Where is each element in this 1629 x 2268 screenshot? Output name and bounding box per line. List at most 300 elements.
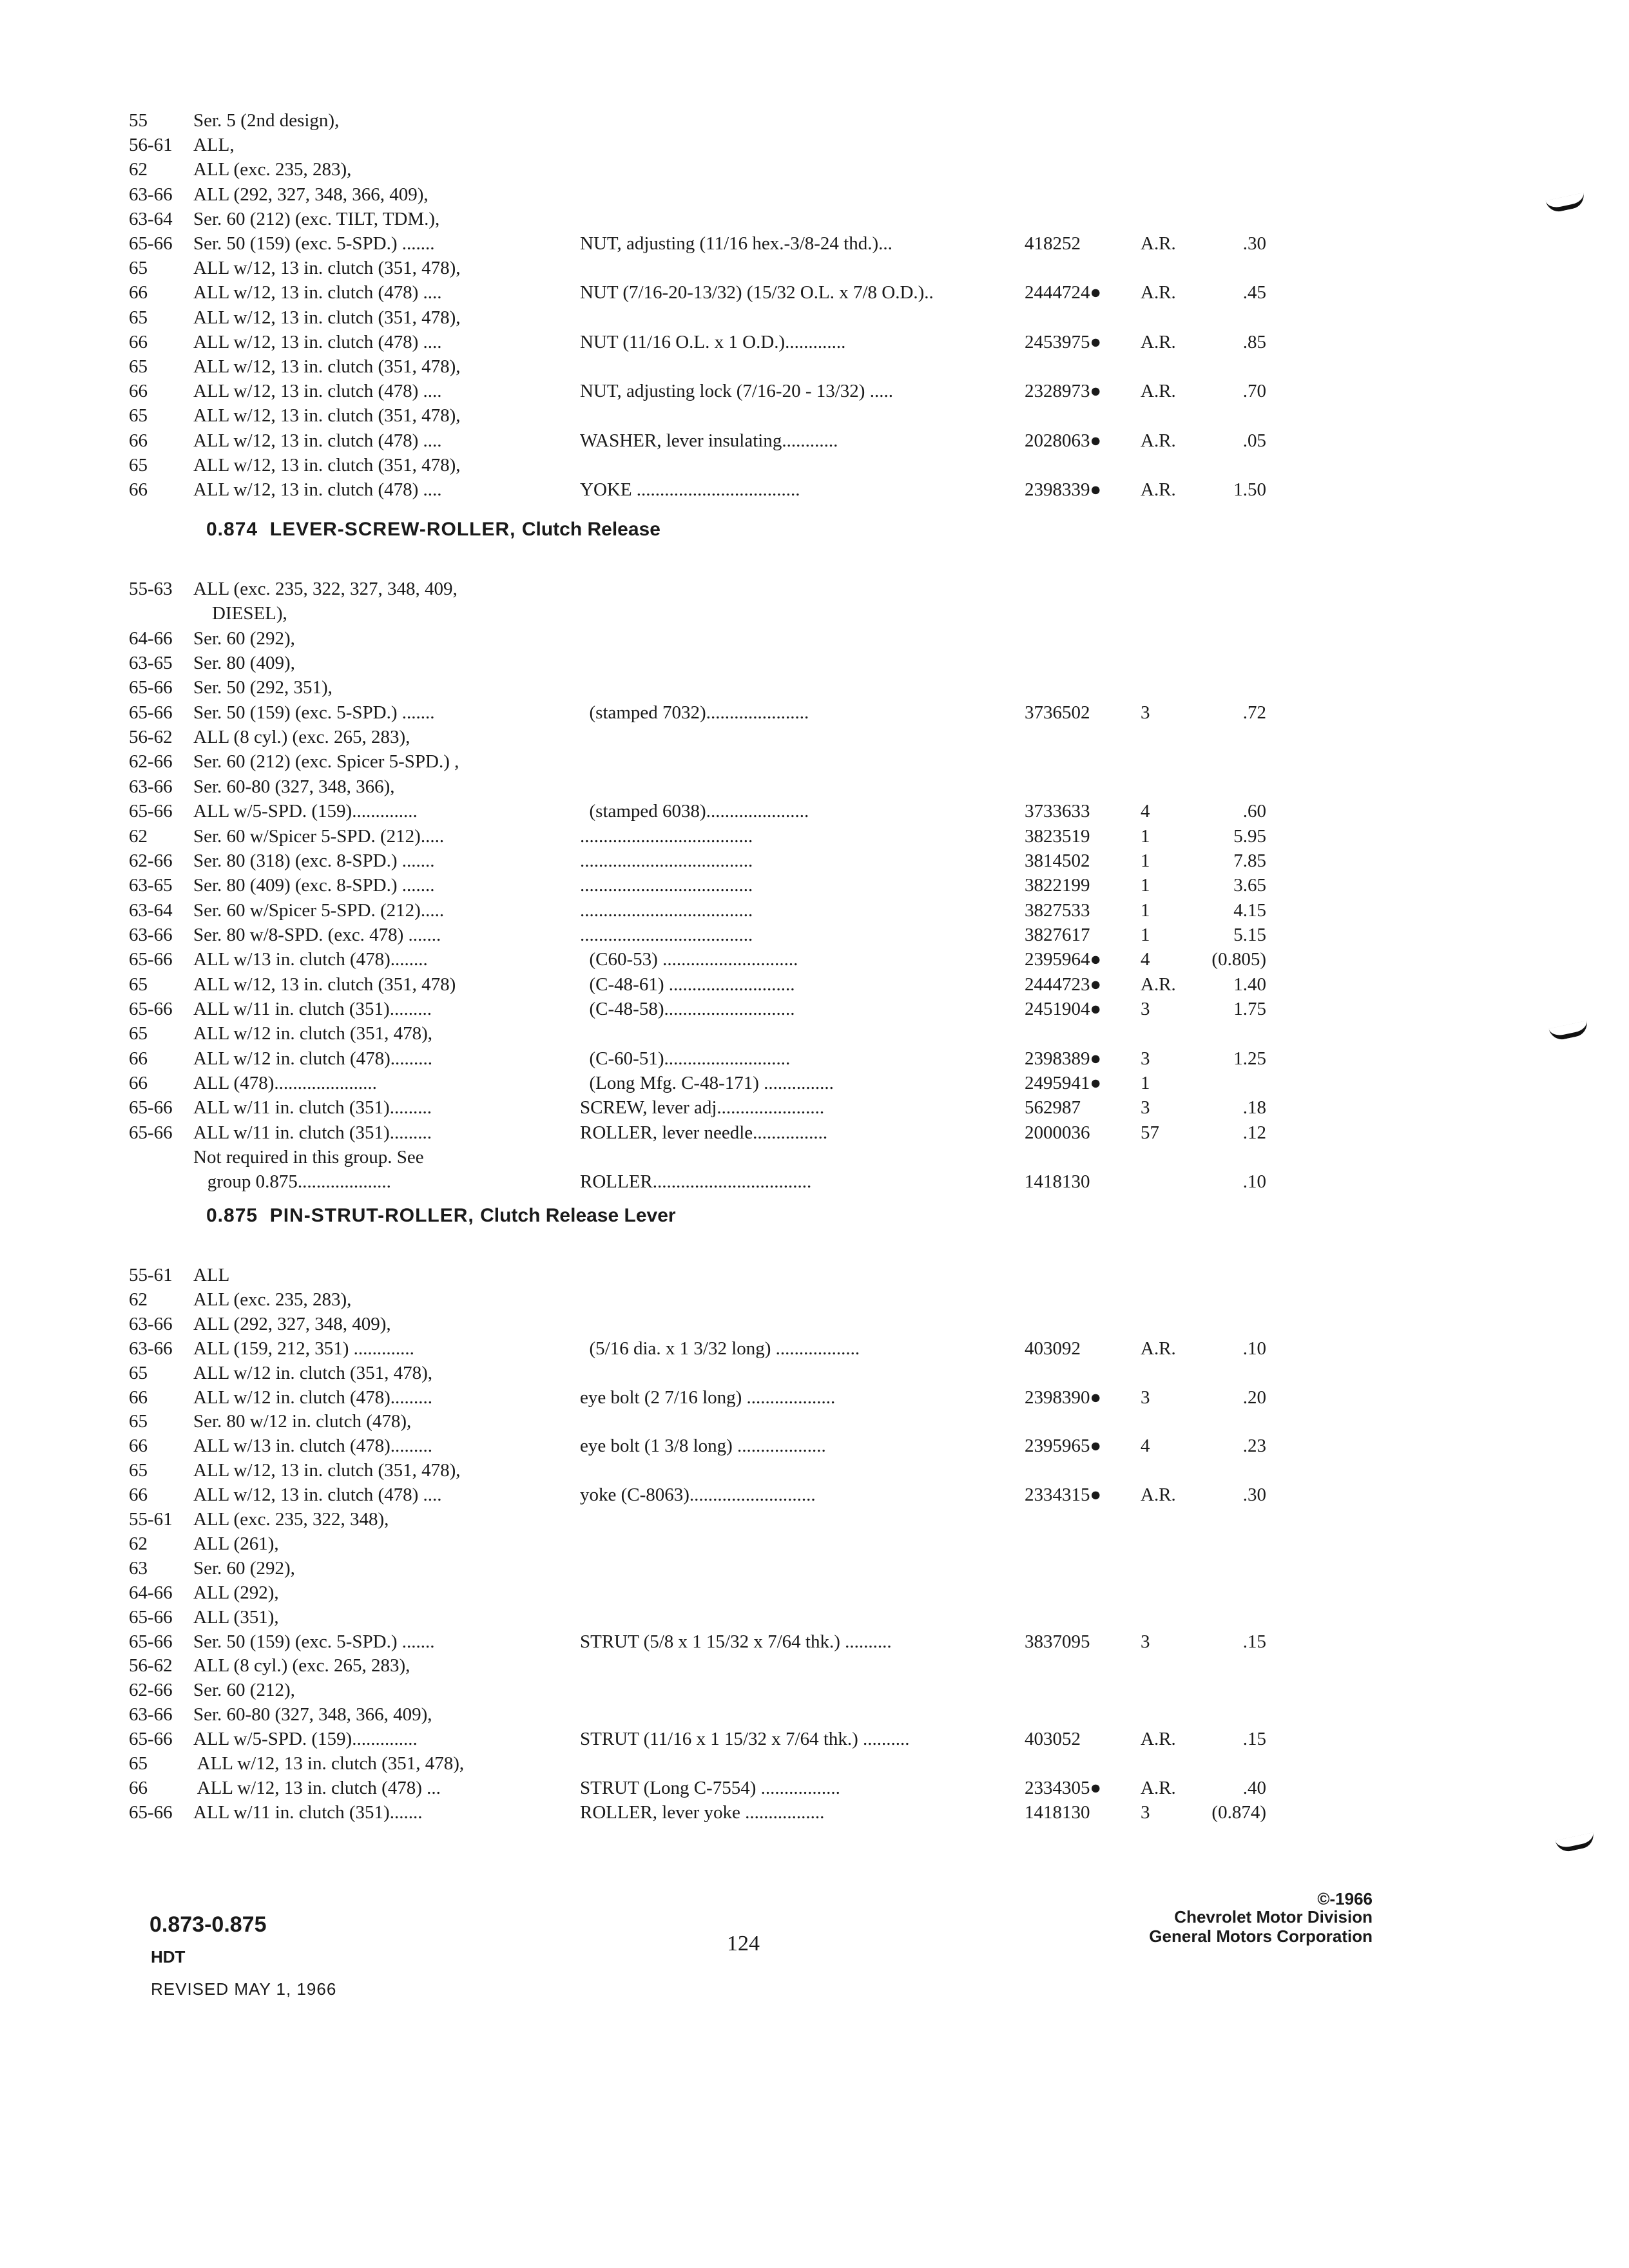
model-year: 65-66 <box>129 1097 173 1118</box>
part-description: ..................................... <box>580 925 753 945</box>
application: DIESEL), <box>193 603 287 624</box>
model-year: 62-66 <box>129 850 173 871</box>
table-row <box>0 1653 1629 1678</box>
quantity: A.R. <box>1141 233 1176 254</box>
table-row <box>0 873 1629 898</box>
part-number: 418252 <box>1025 233 1081 254</box>
application: ALL w/12, 13 in. clutch (478) .... <box>193 430 442 451</box>
model-year: 65-66 <box>129 1122 173 1143</box>
price: 1.50 <box>1233 479 1266 500</box>
table-row <box>0 577 1629 601</box>
table-row <box>0 1263 1629 1287</box>
application: Ser. 60 (212), <box>193 1680 295 1700</box>
part-description: ROLLER, lever needle................ <box>580 1122 828 1143</box>
application: ALL w/12 in. clutch (478)......... <box>193 1048 433 1069</box>
table-row <box>0 1120 1629 1145</box>
table-row <box>0 453 1629 477</box>
part-number: 3814502 <box>1025 850 1090 871</box>
price: 1.40 <box>1233 974 1266 995</box>
part-description: STRUT (5/8 x 1 15/32 x 7/64 thk.) .......... <box>580 1631 892 1652</box>
model-year: 66 <box>129 1778 148 1798</box>
model-year: 66 <box>129 282 148 303</box>
price: .15 <box>1242 1631 1266 1652</box>
table-row <box>0 1776 1629 1800</box>
model-year: 65 <box>129 1460 148 1481</box>
table-row <box>0 1312 1629 1336</box>
application: group 0.875.................... <box>193 1171 391 1192</box>
table-row <box>0 1727 1629 1751</box>
model-year: 65 <box>129 1363 148 1383</box>
quantity: 1 <box>1141 850 1150 871</box>
quantity: A.R. <box>1141 1778 1176 1798</box>
part-number: 2334315● <box>1025 1485 1102 1505</box>
table-row <box>0 1336 1629 1361</box>
application: ALL (exc. 235, 283), <box>193 1289 352 1310</box>
table-row <box>0 1702 1629 1727</box>
application: ALL w/12, 13 in. clutch (351, 478) <box>193 974 456 995</box>
part-description: yoke (C-8063)........................... <box>580 1485 816 1505</box>
model-year: 66 <box>129 381 148 401</box>
model-year: 66 <box>129 479 148 500</box>
model-year: 62 <box>129 1533 148 1554</box>
table-row <box>0 1071 1629 1095</box>
page-number: 124 <box>727 1932 760 1956</box>
part-description: ..................................... <box>580 900 753 921</box>
model-year: 66 <box>129 1048 148 1069</box>
footer-copyright: ©-1966 <box>1317 1889 1373 1908</box>
table-row <box>0 1385 1629 1410</box>
quantity: A.R. <box>1141 1729 1176 1749</box>
quantity: A.R. <box>1141 430 1176 451</box>
model-year: 63-66 <box>129 776 173 797</box>
table-row <box>0 477 1629 502</box>
part-description: (Long Mfg. C-48-171) ............... <box>580 1073 834 1093</box>
application: ALL w/12 in. clutch (351, 478), <box>193 1023 433 1044</box>
model-year: 62 <box>129 159 148 180</box>
table-row <box>0 1046 1629 1071</box>
part-description: ..................................... <box>580 875 753 896</box>
quantity: 3 <box>1141 1387 1150 1408</box>
part-description: (C60-53) ............................. <box>580 949 798 970</box>
part-number: 2395964● <box>1025 949 1102 970</box>
part-description: STRUT (11/16 x 1 15/32 x 7/64 thk.) .......... <box>580 1729 910 1749</box>
application: ALL (292, 327, 348, 409), <box>193 1314 391 1334</box>
quantity: A.R. <box>1141 381 1176 401</box>
price: 5.95 <box>1233 826 1266 847</box>
table-row <box>0 626 1629 651</box>
table-row <box>0 133 1629 157</box>
model-year: 62-66 <box>129 751 173 772</box>
application: ALL w/12, 13 in. clutch (351, 478), <box>193 1753 465 1774</box>
table-row <box>0 354 1629 379</box>
application: ALL w/11 in. clutch (351)......... <box>193 999 432 1019</box>
model-year: 63-66 <box>129 1704 173 1725</box>
application: ALL <box>193 1265 230 1285</box>
table-row <box>0 799 1629 823</box>
model-year: 66 <box>129 1485 148 1505</box>
part-number: 2395965● <box>1025 1436 1102 1456</box>
table-row <box>0 1095 1629 1120</box>
model-year: 56-61 <box>129 135 173 155</box>
footer-corporation: General Motors Corporation <box>1149 1927 1373 1946</box>
application: ALL w/12, 13 in. clutch (351, 478), <box>193 1460 461 1481</box>
application: Ser. 80 (409), <box>193 653 295 673</box>
quantity: 4 <box>1141 1436 1150 1456</box>
quantity: 4 <box>1141 949 1150 970</box>
part-number: 3827617 <box>1025 925 1090 945</box>
table-row <box>0 1434 1629 1458</box>
application: Ser. 5 (2nd design), <box>193 110 340 131</box>
table-row <box>0 256 1629 280</box>
application: Ser. 60 w/Spicer 5-SPD. (212)..... <box>193 900 445 921</box>
table-row <box>0 1021 1629 1046</box>
model-year: 56-62 <box>129 1655 173 1676</box>
part-number: 3827533 <box>1025 900 1090 921</box>
part-number: 2444724● <box>1025 282 1102 303</box>
model-year: 63-66 <box>129 184 173 205</box>
table-row <box>0 1605 1629 1629</box>
price: .72 <box>1242 702 1266 723</box>
model-year: 65 <box>129 455 148 476</box>
table-row <box>0 1145 1629 1169</box>
price: .30 <box>1242 233 1266 254</box>
table-row <box>0 651 1629 675</box>
price: (0.874) <box>1211 1802 1266 1823</box>
model-year: 65-66 <box>129 702 173 723</box>
model-year: 65 <box>129 356 148 377</box>
quantity: A.R. <box>1141 332 1176 352</box>
section-header <box>206 1205 676 1227</box>
model-year: 62 <box>129 826 148 847</box>
table-row <box>0 1532 1629 1556</box>
price: .85 <box>1242 332 1266 352</box>
part-description: (5/16 dia. x 1 3/32 long) .................. <box>580 1338 860 1359</box>
price: .18 <box>1242 1097 1266 1118</box>
quantity: 3 <box>1141 1048 1150 1069</box>
part-number: 3736502 <box>1025 702 1090 723</box>
part-description: (C-48-61) ........................... <box>580 974 795 995</box>
section-number: 0.874 <box>206 519 258 540</box>
table-row <box>0 1361 1629 1385</box>
price: 7.85 <box>1233 850 1266 871</box>
quantity: 3 <box>1141 1802 1150 1823</box>
application: ALL w/13 in. clutch (478)......... <box>193 1436 433 1456</box>
price: 5.15 <box>1233 925 1266 945</box>
application: ALL w/13 in. clutch (478)........ <box>193 949 428 970</box>
table-row <box>0 231 1629 256</box>
application: ALL w/12, 13 in. clutch (478) .... <box>193 381 442 401</box>
table-row <box>0 1287 1629 1312</box>
part-number: 2451904● <box>1025 999 1102 1019</box>
application: ALL w/12, 13 in. clutch (478) ... <box>193 1778 441 1798</box>
application: Ser. 50 (159) (exc. 5-SPD.) ....... <box>193 702 435 723</box>
application: Ser. 60 (292), <box>193 628 295 649</box>
price: .15 <box>1242 1729 1266 1749</box>
table-row <box>0 947 1629 972</box>
quantity: 1 <box>1141 925 1150 945</box>
quantity: A.R. <box>1141 282 1176 303</box>
application: ALL (8 cyl.) (exc. 265, 283), <box>193 727 410 747</box>
application: ALL (292, 327, 348, 366, 409), <box>193 184 429 205</box>
model-year: 65 <box>129 1753 148 1774</box>
part-number: 2398390● <box>1025 1387 1102 1408</box>
model-year: 63-66 <box>129 1338 173 1359</box>
table-row <box>0 1507 1629 1532</box>
application: Ser. 60-80 (327, 348, 366), <box>193 776 395 797</box>
table-row <box>0 305 1629 330</box>
application: ALL (exc. 235, 322, 348), <box>193 1509 389 1530</box>
section-header <box>206 519 660 541</box>
table-row <box>0 774 1629 799</box>
part-description: ..................................... <box>580 850 753 871</box>
price: 1.25 <box>1233 1048 1266 1069</box>
part-number: 2328973● <box>1025 381 1102 401</box>
part-number: 403092 <box>1025 1338 1081 1359</box>
model-year: 65-66 <box>129 801 173 822</box>
section-subtitle: Clutch Release <box>521 519 660 540</box>
application: ALL w/12, 13 in. clutch (351, 478), <box>193 258 461 278</box>
quantity: 1 <box>1141 1073 1150 1093</box>
footer-revised: REVISED MAY 1, 1966 <box>151 1979 337 1999</box>
part-number: 3837095 <box>1025 1631 1090 1652</box>
part-number: 562987 <box>1025 1097 1081 1118</box>
table-row <box>0 972 1629 997</box>
part-number: 403052 <box>1025 1729 1081 1749</box>
part-description: ..................................... <box>580 826 753 847</box>
application: ALL w/5-SPD. (159).............. <box>193 1729 418 1749</box>
quantity: 1 <box>1141 875 1150 896</box>
quantity: 57 <box>1141 1122 1159 1143</box>
table-row <box>0 1629 1629 1654</box>
model-year: 65-66 <box>129 1607 173 1628</box>
part-description: (C-48-58)............................ <box>580 999 795 1019</box>
application: Ser. 80 w/12 in. clutch (478), <box>193 1411 412 1432</box>
quantity: 3 <box>1141 999 1150 1019</box>
table-row <box>0 157 1629 182</box>
model-year: 63-66 <box>129 925 173 945</box>
table-row <box>0 108 1629 133</box>
application: Ser. 60 (212) (exc. TILT, TDM.), <box>193 209 440 229</box>
part-number: 3733633 <box>1025 801 1090 822</box>
table-row <box>0 1483 1629 1507</box>
application: ALL w/12, 13 in. clutch (478) .... <box>193 1485 442 1505</box>
model-year: 55-61 <box>129 1509 173 1530</box>
application: ALL w/11 in. clutch (351)......... <box>193 1122 432 1143</box>
model-year: 66 <box>129 430 148 451</box>
table-row <box>0 403 1629 428</box>
application: ALL w/5-SPD. (159).............. <box>193 801 418 822</box>
price: .20 <box>1242 1387 1266 1408</box>
application: Ser. 50 (159) (exc. 5-SPD.) ....... <box>193 1631 435 1652</box>
part-description: (C-60-51)........................... <box>580 1048 791 1069</box>
footer-division: Chevrolet Motor Division <box>1174 1907 1373 1927</box>
table-row <box>0 1556 1629 1581</box>
model-year: 55-61 <box>129 1265 173 1285</box>
part-number: 3823519 <box>1025 826 1090 847</box>
model-year: 62 <box>129 1289 148 1310</box>
application: Ser. 80 w/8-SPD. (exc. 478) ....... <box>193 925 441 945</box>
application: Ser. 60 w/Spicer 5-SPD. (212)..... <box>193 826 445 847</box>
part-description: NUT, adjusting lock (7/16-20 - 13/32) ..... <box>580 381 893 401</box>
quantity: A.R. <box>1141 479 1176 500</box>
table-row <box>0 182 1629 207</box>
part-description: eye bolt (1 3/8 long) ................... <box>580 1436 826 1456</box>
table-row <box>0 923 1629 947</box>
application: ALL (478)...................... <box>193 1073 377 1093</box>
quantity: 1 <box>1141 826 1150 847</box>
part-description: STRUT (Long C-7554) ................. <box>580 1778 840 1798</box>
table-row <box>0 601 1629 626</box>
table-row <box>0 725 1629 749</box>
application: ALL (8 cyl.) (exc. 265, 283), <box>193 1655 410 1676</box>
application: ALL w/12, 13 in. clutch (478) .... <box>193 479 442 500</box>
model-year: 66 <box>129 1073 148 1093</box>
price: 3.65 <box>1233 875 1266 896</box>
application: ALL (exc. 235, 322, 327, 348, 409, <box>193 579 458 599</box>
quantity: A.R. <box>1141 1338 1176 1359</box>
price: .45 <box>1242 282 1266 303</box>
model-year: 65 <box>129 307 148 328</box>
part-description: ROLLER, lever yoke ................. <box>580 1802 825 1823</box>
model-year: 65-66 <box>129 1802 173 1823</box>
part-number: 2028063● <box>1025 430 1102 451</box>
part-number: 1418130 <box>1025 1171 1090 1192</box>
quantity: 3 <box>1141 1097 1150 1118</box>
section-subtitle: Clutch Release Lever <box>480 1205 676 1226</box>
model-year: 64-66 <box>129 1582 173 1603</box>
quantity: 3 <box>1141 702 1150 723</box>
quantity: A.R. <box>1141 974 1176 995</box>
model-year: 63 <box>129 1558 148 1579</box>
quantity: A.R. <box>1141 1485 1176 1505</box>
price: (0.805) <box>1211 949 1266 970</box>
application: ALL w/12, 13 in. clutch (351, 478), <box>193 307 461 328</box>
price: .12 <box>1242 1122 1266 1143</box>
part-number: 2000036 <box>1025 1122 1090 1143</box>
application: ALL w/11 in. clutch (351)....... <box>193 1802 423 1823</box>
price: .60 <box>1242 801 1266 822</box>
part-description: ROLLER.................................. <box>580 1171 812 1192</box>
footer-group-range: 0.873-0.875 <box>149 1912 267 1937</box>
model-year: 63-66 <box>129 1314 173 1334</box>
table-row <box>0 379 1629 403</box>
quantity: 4 <box>1141 801 1150 822</box>
model-year: 65-66 <box>129 949 173 970</box>
application: Ser. 60 (212) (exc. Spicer 5-SPD.) , <box>193 751 459 772</box>
model-year: 65-66 <box>129 233 173 254</box>
part-number: 2398339● <box>1025 479 1102 500</box>
model-year: 65-66 <box>129 1631 173 1652</box>
application: ALL w/12, 13 in. clutch (351, 478), <box>193 405 461 426</box>
model-year: 55 <box>129 110 148 131</box>
table-row <box>0 749 1629 774</box>
price: .30 <box>1242 1485 1266 1505</box>
model-year: 66 <box>129 1436 148 1456</box>
part-number: 2444723● <box>1025 974 1102 995</box>
table-row <box>0 898 1629 923</box>
application: ALL w/12, 13 in. clutch (351, 478), <box>193 356 461 377</box>
table-row <box>0 207 1629 231</box>
table-row <box>0 700 1629 725</box>
model-year: 65 <box>129 1411 148 1432</box>
table-row <box>0 1800 1629 1825</box>
application: ALL (261), <box>193 1533 279 1554</box>
table-row <box>0 675 1629 700</box>
model-year: 63-65 <box>129 653 173 673</box>
application: Ser. 50 (292, 351), <box>193 677 333 698</box>
table-row <box>0 1581 1629 1605</box>
model-year: 63-65 <box>129 875 173 896</box>
part-number: 2334305● <box>1025 1778 1102 1798</box>
model-year: 56-62 <box>129 727 173 747</box>
application: Ser. 80 (409) (exc. 8-SPD.) ....... <box>193 875 435 896</box>
model-year: 63-64 <box>129 900 173 921</box>
application: ALL w/12 in. clutch (351, 478), <box>193 1363 433 1383</box>
price: .10 <box>1242 1338 1266 1359</box>
model-year: 62-66 <box>129 1680 173 1700</box>
model-year: 65-66 <box>129 1729 173 1749</box>
part-description: NUT (11/16 O.L. x 1 O.D.)............. <box>580 332 846 352</box>
part-number: 2495941● <box>1025 1073 1102 1093</box>
application: Ser. 80 (318) (exc. 8-SPD.) ....... <box>193 850 435 871</box>
price: 4.15 <box>1233 900 1266 921</box>
price: .70 <box>1242 381 1266 401</box>
table-row <box>0 428 1629 453</box>
table-row <box>0 1458 1629 1483</box>
application: ALL w/12, 13 in. clutch (478) .... <box>193 332 442 352</box>
table-row <box>0 1169 1629 1194</box>
model-year: 66 <box>129 332 148 352</box>
part-number: 2453975● <box>1025 332 1102 352</box>
application: Not required in this group. See <box>193 1147 424 1168</box>
model-year: 65 <box>129 974 148 995</box>
model-year: 64-66 <box>129 628 173 649</box>
model-year: 66 <box>129 1387 148 1408</box>
application: ALL (exc. 235, 283), <box>193 159 352 180</box>
part-description: (stamped 7032)...................... <box>580 702 809 723</box>
price: .10 <box>1242 1171 1266 1192</box>
application: Ser. 60-80 (327, 348, 366, 409), <box>193 1704 432 1725</box>
part-number: 3822199 <box>1025 875 1090 896</box>
table-row <box>0 1409 1629 1434</box>
part-description: WASHER, lever insulating............ <box>580 430 838 451</box>
section-number: 0.875 <box>206 1205 258 1226</box>
table-row <box>0 997 1629 1021</box>
model-year: 65-66 <box>129 999 173 1019</box>
application: ALL w/12, 13 in. clutch (351, 478), <box>193 455 461 476</box>
part-number: 2398389● <box>1025 1048 1102 1069</box>
quantity: 3 <box>1141 1631 1150 1652</box>
model-year: 65 <box>129 405 148 426</box>
model-year: 65-66 <box>129 677 173 698</box>
table-row <box>0 1751 1629 1776</box>
quantity: 1 <box>1141 900 1150 921</box>
part-number: 1418130 <box>1025 1802 1090 1823</box>
price: 1.75 <box>1233 999 1266 1019</box>
table-row <box>0 280 1629 305</box>
application: ALL (159, 212, 351) ............. <box>193 1338 414 1359</box>
application: ALL w/12 in. clutch (478)......... <box>193 1387 433 1408</box>
part-description: eye bolt (2 7/16 long) ................... <box>580 1387 836 1408</box>
model-year: 65 <box>129 258 148 278</box>
price: .23 <box>1242 1436 1266 1456</box>
model-year: 63-64 <box>129 209 173 229</box>
table-row <box>0 1678 1629 1702</box>
part-description: YOKE ................................... <box>580 479 800 500</box>
application: Ser. 50 (159) (exc. 5-SPD.) ....... <box>193 233 435 254</box>
footer-code: HDT <box>151 1947 186 1966</box>
model-year: 55-63 <box>129 579 173 599</box>
